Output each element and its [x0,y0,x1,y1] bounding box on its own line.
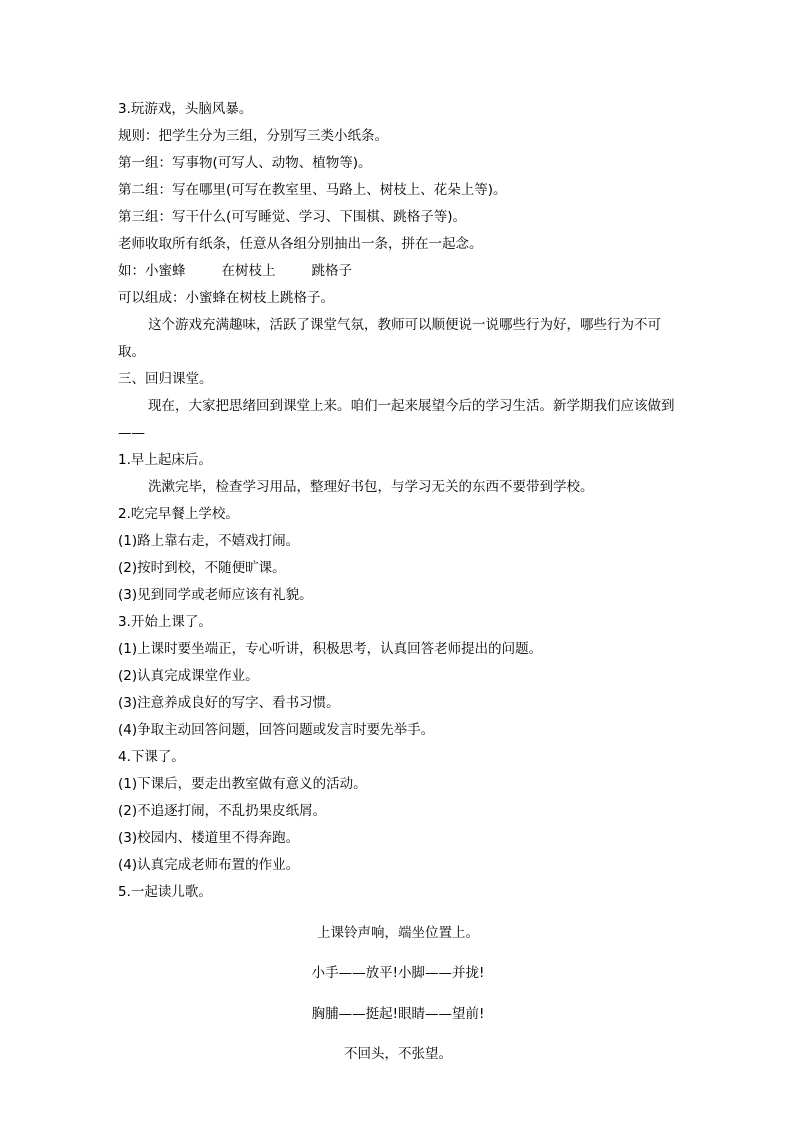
item-three-title: 3.开始上课了。 [118,614,212,630]
item-four-point: (1)下课后，要走出教室做有意义的活动。 [118,776,367,792]
item-three-point: (1)上课时要坐端正，专心听讲，积极思考，认真回答老师提出的问题。 [118,641,543,657]
item-three-point: (2)认真完成课堂作业。 [118,668,259,684]
example-part-who: 小蜜蜂 [145,263,186,279]
example-line [118,258,678,285]
item-two-point: (1)路上靠右走，不嬉戏打闹。 [118,533,300,549]
return-paragraph: 现在，大家把思绪回到课堂上来。咱们一起来展望今后的学习生活。新学期我们应该做到—— [118,398,675,441]
section-three-title: 三、回归课堂。 [118,371,213,387]
item-three-point: (3)注意养成良好的写字、看书习惯。 [118,695,340,711]
group-three: 第三组：写干什么(可写睡觉、学习、下围棋、跳格子等)。 [118,209,467,225]
poem-line: 小手——放平!小脚——并拢! [311,965,485,981]
game-summary-paragraph: 这个游戏充满趣味，活跃了课堂气氛，教师可以顺便说一说哪些行为好，哪些行为不可取。 [118,317,661,360]
game-heading: 3.玩游戏，头脑风暴。 [118,101,253,117]
item-five-title: 5.一起读儿歌。 [118,884,212,900]
poem-line: 胸脯——挺起!眼睛——望前! [311,1005,485,1022]
example-part-where: 在树枝上 [221,263,276,279]
item-two-point: (2)按时到校，不随便旷课。 [118,560,286,576]
item-four-title: 4.下课了。 [118,749,185,765]
item-one-text: 洗漱完毕，检查学习用品，整理好书包，与学习无关的东西不要带到学校。 [148,479,594,495]
poem-line: 不回头，不张望。 [344,1046,452,1062]
document-body [118,96,678,1082]
combined-sentence: 可以组成：小蜜蜂在树枝上跳格子。 [118,290,334,306]
group-two: 第二组：写在哪里(可写在教室里、马路上、树枝上、花朵上等)。 [118,182,507,198]
item-three-point: (4)争取主动回答问题，回答问题或发言时要先举手。 [118,722,435,738]
example-part-what: 跳格子 [311,263,352,279]
item-four-point: (3)校园内、楼道里不得奔跑。 [118,830,300,846]
teacher-collect: 老师收取所有纸条，任意从各组分别抽出一条，拼在一起念。 [118,236,483,252]
item-four-point: (4)认真完成老师布置的作业。 [118,857,300,873]
game-rules: 规则：把学生分为三组，分别写三类小纸条。 [118,128,388,144]
poem-line: 上课铃声响，端坐位置上。 [317,924,479,941]
item-two-point: (3)见到同学或老师应该有礼貌。 [118,587,313,603]
example-prefix: 如： [118,263,145,279]
group-one: 第一组：写事物(可写人、动物、植物等)。 [118,155,372,171]
item-two-title: 2.吃完早餐上学校。 [118,506,239,522]
item-one-title: 1.早上起床后。 [118,452,212,468]
item-four-point: (2)不追逐打闹，不乱扔果皮纸屑。 [118,803,327,819]
